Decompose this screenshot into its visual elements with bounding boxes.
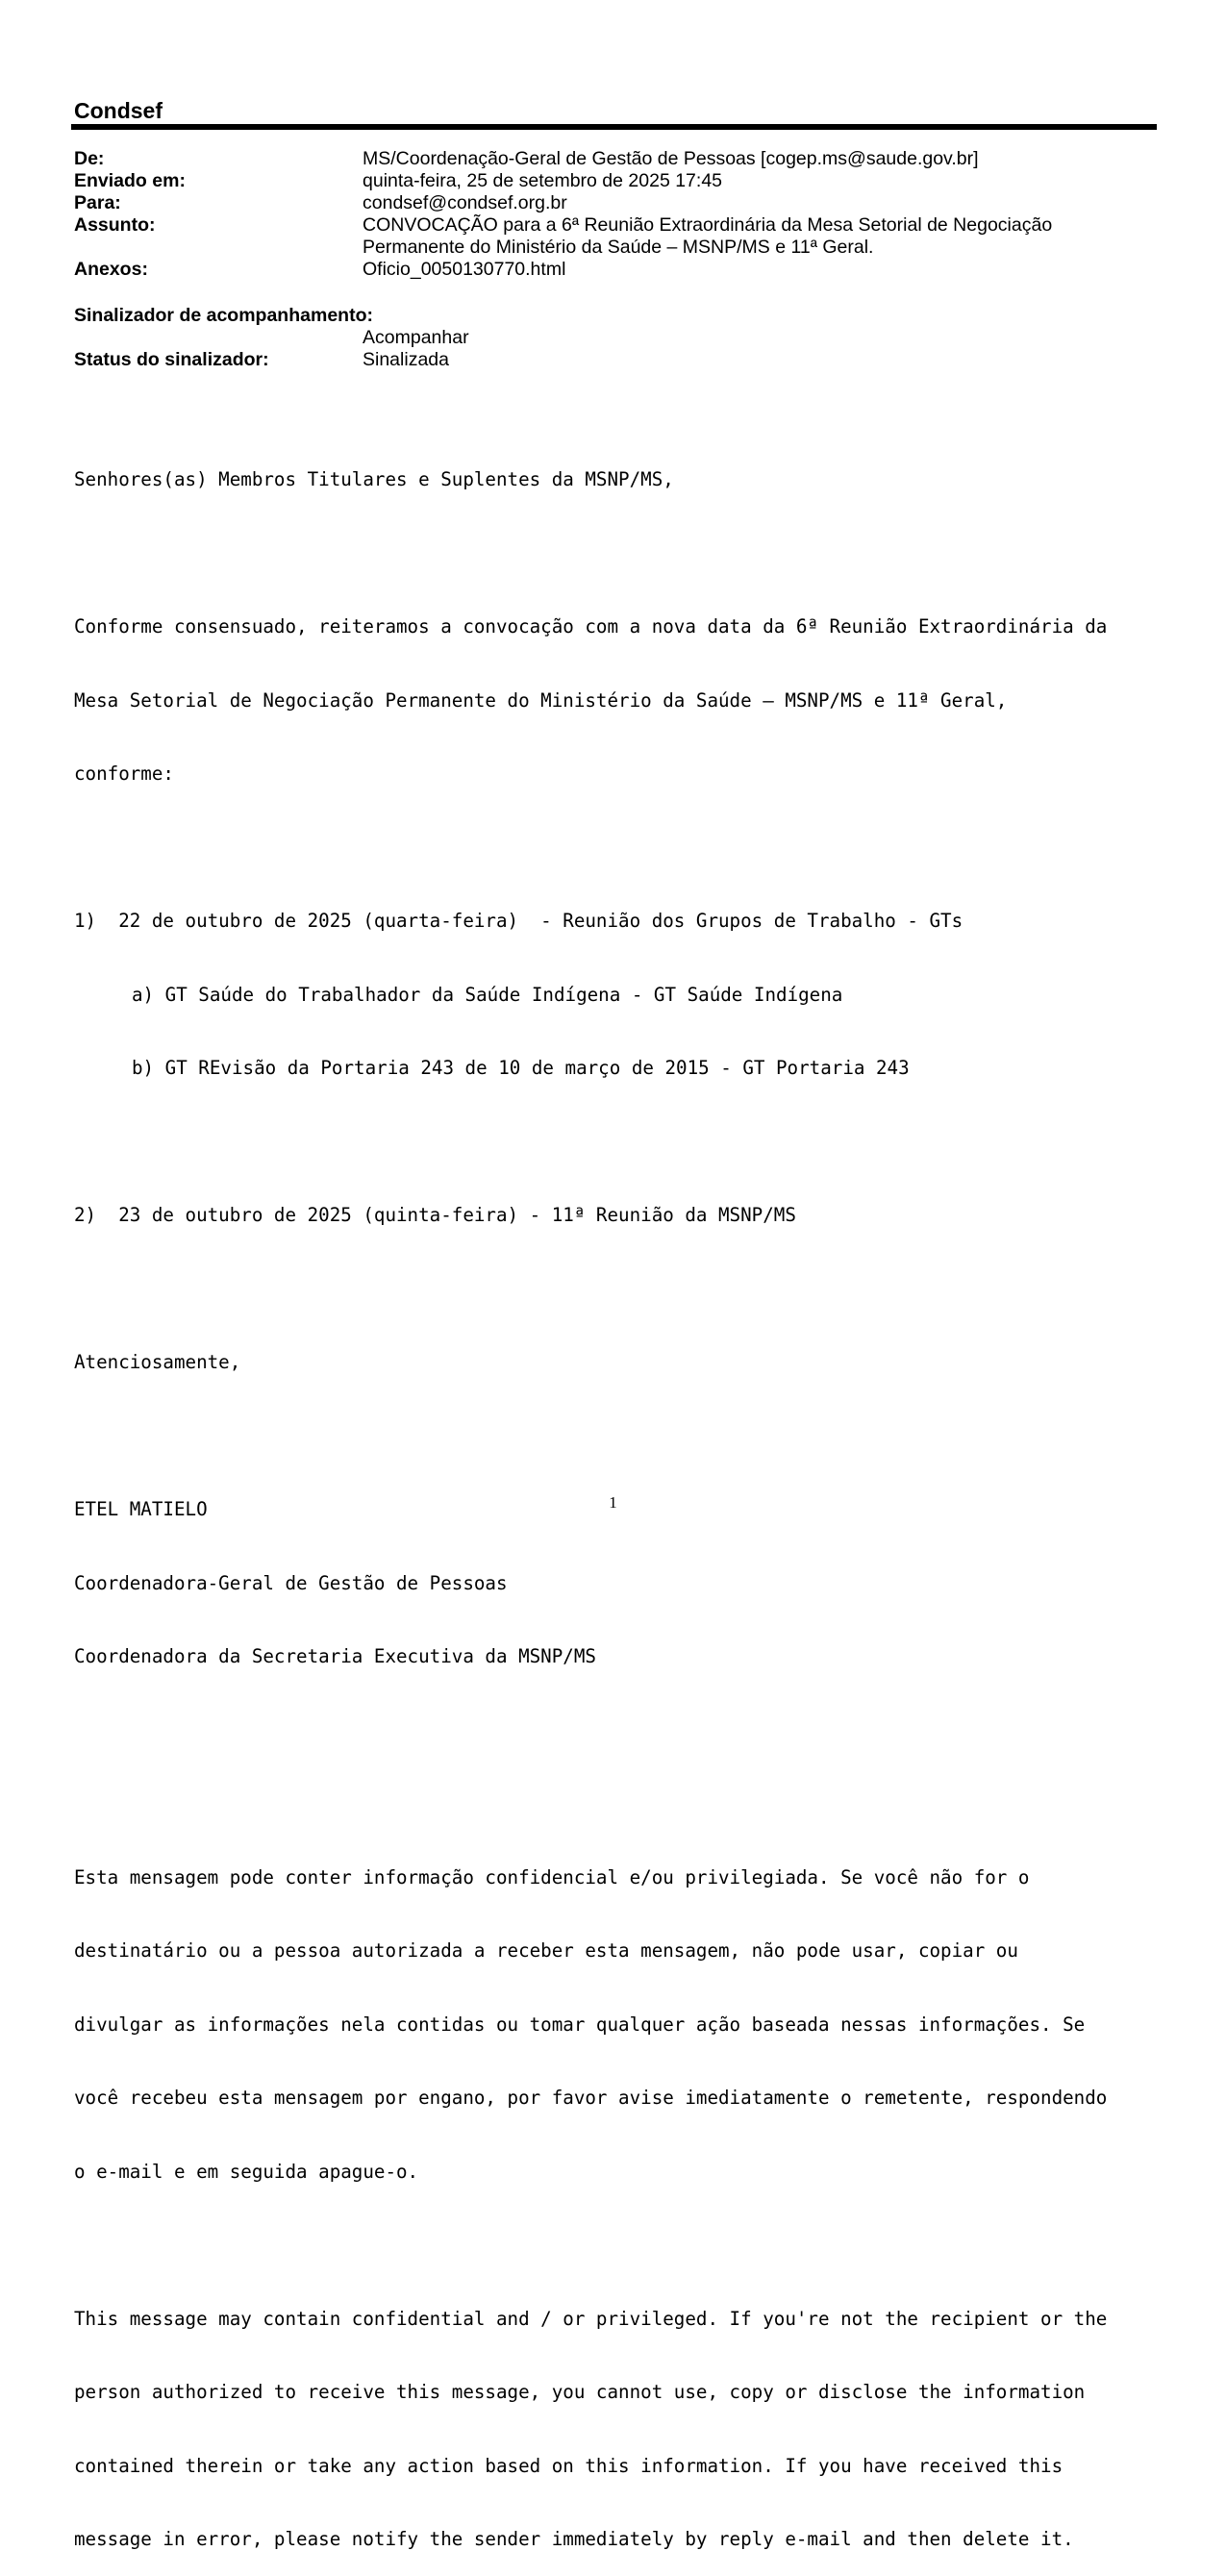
sent-value: quinta-feira, 25 de setembro de 2025 17:45 bbox=[363, 170, 723, 191]
header-attachments-row bbox=[74, 259, 1157, 281]
to-label: Para: bbox=[74, 192, 121, 213]
flag-status-value: Sinalizada bbox=[363, 349, 449, 370]
page-title: Condsef bbox=[74, 98, 163, 123]
agenda-item-1a: a) GT Saúde do Trabalhador da Saúde Indígena - GT Saúde Indígena bbox=[132, 983, 843, 1006]
flag-status-label: Status do sinalizador: bbox=[74, 349, 269, 370]
subject-label: Assunto: bbox=[74, 214, 156, 236]
signature-title: Coordenadora da Secretaria Executiva da MSNP/MS bbox=[74, 1645, 596, 1667]
intro-line: Mesa Setorial de Negociação Permanente do Ministério da Saúde – MSNP/MS e 11ª Geral, bbox=[74, 688, 1008, 712]
disclaimer-en-line: person authorized to receive this message, you cannot use, copy or disclose the information bbox=[74, 2381, 1086, 2403]
subject-line-1: CONVOCAÇÃO para a 6ª Reunião Extraordinária da Mesa Setorial de Negociação bbox=[363, 214, 1053, 236]
agenda-item-1: 1) 22 de outubro de 2025 (quarta-feira) - Reunião dos Grupos de Trabalho - GTs bbox=[74, 910, 963, 932]
page-number: 1 bbox=[609, 1493, 617, 1512]
followup-label: Sinalizador de acompanhamento: bbox=[74, 305, 373, 326]
signature-title: Coordenadora-Geral de Gestão de Pessoas bbox=[74, 1571, 508, 1594]
header-subject-row bbox=[74, 214, 1157, 259]
disclaimer-en-line: message in error, please notify the sender immediately by reply e-mail and then delete it. bbox=[74, 2528, 1074, 2550]
greeting: Senhores(as) Membros Titulares e Suplentes da MSNP/MS, bbox=[74, 468, 674, 490]
header-sent-row bbox=[74, 170, 1157, 192]
disclaimer-pt-line: destinatário ou a pessoa autorizada a receber esta mensagem, não pode usar, copiar ou bbox=[74, 1939, 1018, 1962]
sent-label: Enviado em: bbox=[74, 170, 186, 191]
intro-line: conforme: bbox=[74, 763, 174, 785]
email-header bbox=[74, 148, 1157, 281]
signature-name: ETEL MATIELO bbox=[74, 1498, 208, 1520]
header-to-row bbox=[74, 192, 1157, 214]
disclaimer-pt-line: você recebeu esta mensagem por engano, por favor avise imediatamente o remetente, respondendo bbox=[74, 2087, 1108, 2109]
disclaimer-en-line: This message may contain confidential and / or privileged. If you're not the recipient or the bbox=[74, 2307, 1108, 2330]
disclaimer-pt-line: Esta mensagem pode conter informação confidencial e/ou privilegiada. Se você não for o bbox=[74, 1865, 1030, 1888]
closing: Atenciosamente, bbox=[74, 1351, 241, 1373]
agenda-item-1b: b) GT REvisão da Portaria 243 de 10 de março de 2015 - GT Portaria 243 bbox=[132, 1057, 910, 1079]
header-from-row bbox=[74, 148, 1157, 170]
disclaimer-pt-line: divulgar as informações nela contidas ou tomar qualquer ação baseada nessas informações. Se bbox=[74, 2013, 1086, 2036]
subject-line-2: Permanente do Ministério da Saúde – MSNP/MS e 11ª Geral. bbox=[363, 237, 874, 258]
followup-flag bbox=[74, 305, 1157, 371]
followup-value: Acompanhar bbox=[363, 327, 469, 348]
to-value[interactable]: condsef@condsef.org.br bbox=[363, 192, 567, 213]
disclaimer-pt-line: o e-mail e em seguida apague-o. bbox=[74, 2160, 419, 2183]
intro-line: Conforme consensuado, reiteramos a convocação com a nova data da 6ª Reunião Extraordinária da bbox=[74, 615, 1108, 638]
title-divider bbox=[71, 124, 1157, 130]
subject-value bbox=[363, 214, 1157, 259]
followup-value-row bbox=[74, 327, 1157, 349]
attachment-link[interactable]: Oficio_0050130770.html bbox=[363, 259, 566, 280]
followup-spacer bbox=[74, 327, 363, 349]
from-value[interactable]: MS/Coordenação-Geral de Gestão de Pessoas [cogep.ms@saude.gov.br] bbox=[363, 148, 979, 169]
flag-status-row bbox=[74, 349, 1157, 371]
attachments-label: Anexos: bbox=[74, 259, 148, 280]
from-label: De: bbox=[74, 148, 105, 169]
disclaimer-en-line: contained therein or take any action based on this information. If you have received this bbox=[74, 2454, 1063, 2477]
agenda-item-2: 2) 23 de outubro de 2025 (quinta-feira) - 11ª Reunião da MSNP/MS bbox=[74, 1204, 796, 1226]
